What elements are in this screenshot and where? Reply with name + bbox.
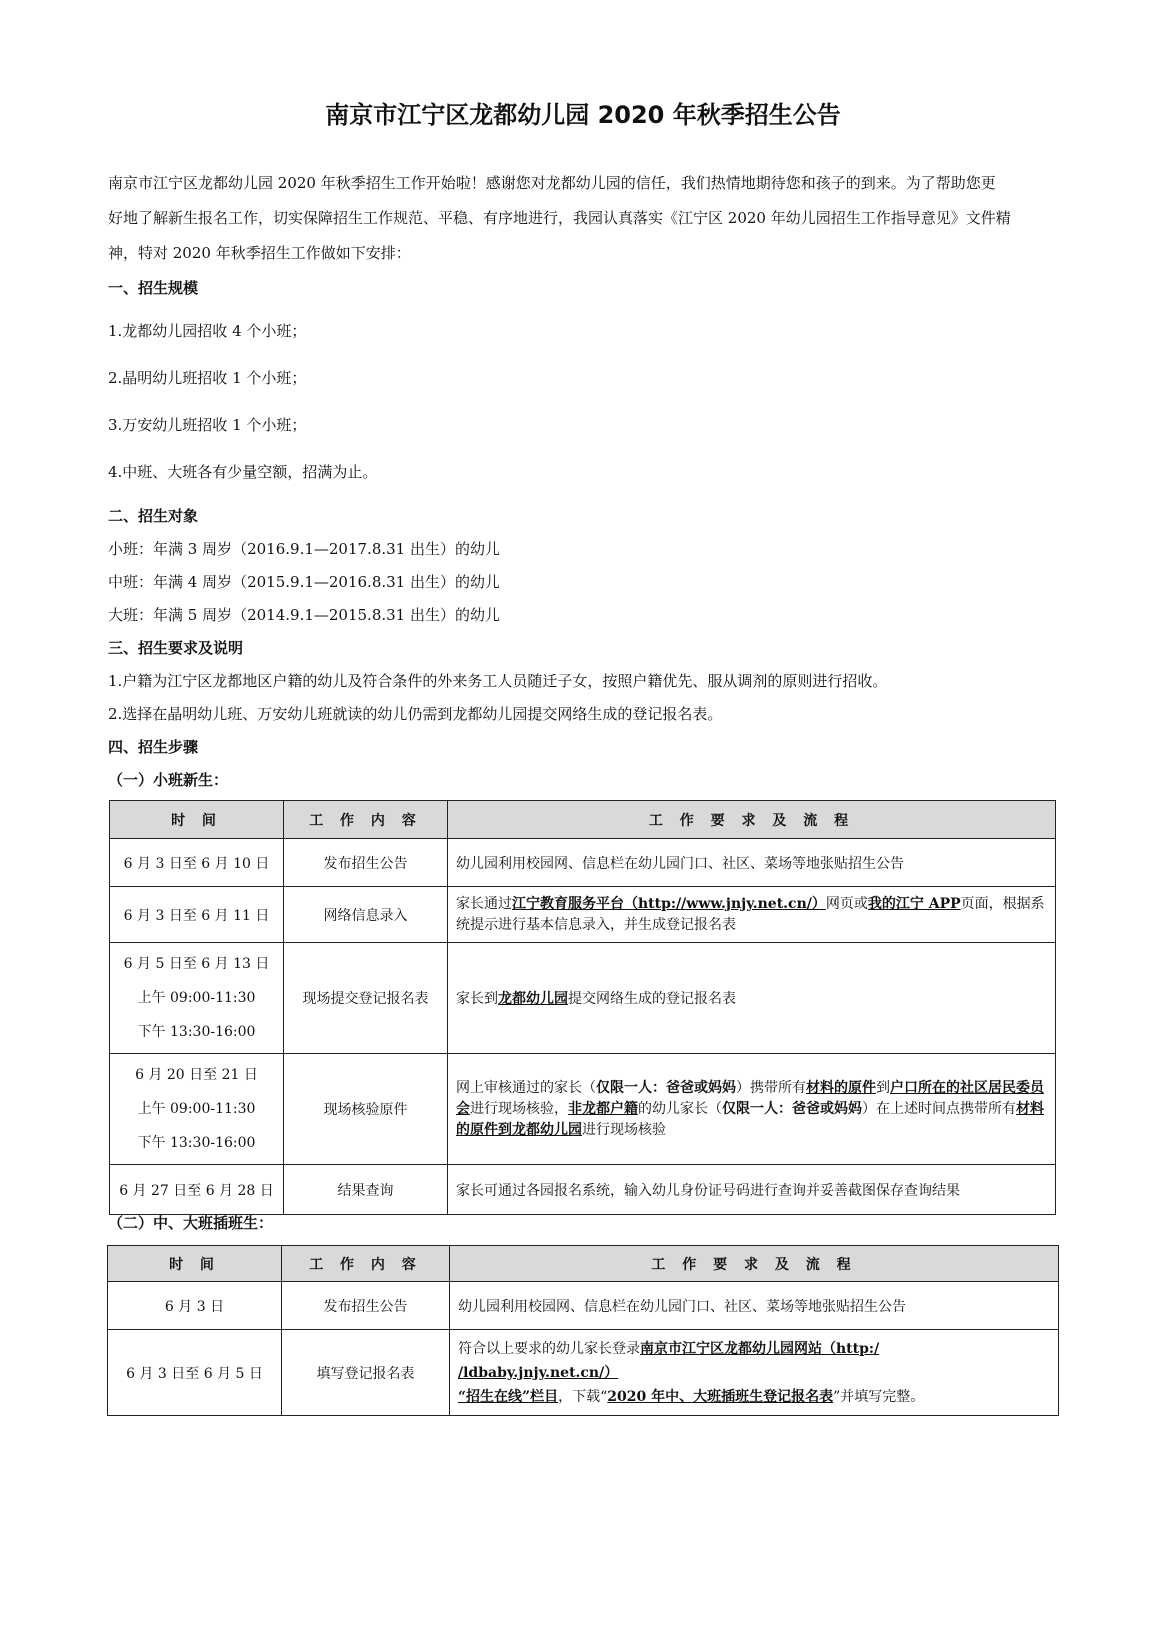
table-row [108,1330,1059,1416]
section-2-heading: 二、招生对象 [108,507,199,525]
kindergarten-website-link-cont[interactable]: /ldbaby.jnjy.net.cn/） [458,1364,619,1381]
list-item: 3.万安幼儿班招收 1 个小班； [108,416,307,434]
time-cell: 6 月 3 日至 6 月 11 日 [110,887,284,943]
list-item: 4.中班、大班各有少量空额，招满为止。 [108,463,378,481]
list-item: 1.户籍为江宁区龙都地区户籍的幼儿及符合条件的外来务工人员随迁子女，按照户籍优先、服从调剂的原则进行招收。 [108,672,888,690]
intro-line-1: 南京市江宁区龙都幼儿园 2020 年秋季招生工作开始啦！感谢您对龙都幼儿园的信任，我们热情地期待您和孩子的到来。为了帮助您更 [108,174,996,192]
section-4-heading: 四、招生步骤 [108,738,199,756]
list-item: 小班：年满 3 周岁（2016.9.1—2017.8.31 出生）的幼儿 [108,540,500,558]
column-header: 工 作 内 容 [282,1246,450,1282]
requirement-cell: 幼儿园利用校园网、信息栏在幼儿园门口、社区、菜场等地张贴招生公告 [448,839,1056,887]
column-header: 时 间 [108,1246,282,1282]
requirement-cell: 家长通过江宁教育服务平台（http://www.jnjy.net.cn/）网页或我的江宁 APP页面，根据系统提示进行基本信息录入，并生成登记报名表 [448,887,1056,943]
table-row [110,839,1056,887]
requirement-cell: 幼儿园利用校园网、信息栏在幼儿园门口、社区、菜场等地张贴招生公告 [450,1282,1059,1330]
requirement-cell: 符合以上要求的幼儿家长登录南京市江宁区龙都幼儿园网站（http:/ /ldbaby.jnjy.net.cn/） “招生在线”栏目，下载“2020 年中、大班插班生登记报名表”并填写完整。 [450,1330,1059,1416]
registration-form-link[interactable]: 2020 年中、大班插班生登记报名表 [607,1388,834,1405]
table-row [110,943,1056,1054]
column-header: 工 作 要 求 及 流 程 [448,801,1056,839]
requirement-cell: 家长可通过各园报名系统，输入幼儿身份证号码进行查询并妥善截图保存查询结果 [448,1165,1056,1215]
page-title: 南京市江宁区龙都幼儿园 2020 年秋季招生公告 [325,101,841,129]
app-link[interactable]: 我的江宁 APP [867,895,961,912]
intro-line-3: 神，特对 2020 年秋季招生工作做如下安排： [108,244,411,262]
subsection-2-heading: （二）中、大班插班生： [108,1214,274,1232]
time-cell: 6 月 27 日至 6 月 28 日 [110,1165,284,1215]
section-3-heading: 三、招生要求及说明 [108,639,244,657]
table-row [110,887,1056,943]
subsection-1-heading: （一）小班新生： [108,771,229,789]
platform-link[interactable]: 江宁教育服务平台（http://www.jnjy.net.cn/） [512,895,826,912]
enrollment-online-column[interactable]: “招生在线”栏目 [458,1388,559,1405]
list-item: 大班：年满 5 周岁（2014.9.1—2015.8.31 出生）的幼儿 [108,606,500,624]
task-cell: 网络信息录入 [284,887,448,943]
list-item: 2.晶明幼儿班招收 1 个小班； [108,369,307,387]
time-cell: 6 月 3 日至 6 月 5 日 [108,1330,282,1416]
task-cell: 结果查询 [284,1165,448,1215]
column-header: 时 间 [110,801,284,839]
list-item: 1.龙都幼儿园招收 4 个小班； [108,322,307,340]
column-header: 工 作 内 容 [284,801,448,839]
time-cell: 6 月 3 日 [108,1282,282,1330]
small-class-schedule-table [109,800,1056,1215]
task-cell: 发布招生公告 [284,839,448,887]
list-item: 2.选择在晶明幼儿班、万安幼儿班就读的幼儿仍需到龙都幼儿园提交网络生成的登记报名表。 [108,705,723,723]
section-1-heading: 一、招生规模 [108,279,199,297]
table-row [110,1165,1056,1215]
task-cell: 现场核验原件 [284,1054,448,1165]
task-cell: 发布招生公告 [282,1282,450,1330]
task-cell: 现场提交登记报名表 [284,943,448,1054]
table-row [110,1054,1056,1165]
table-header-row [110,801,1056,839]
table-row [108,1282,1059,1330]
task-cell: 填写登记报名表 [282,1330,450,1416]
time-cell: 6 月 3 日至 6 月 10 日 [110,839,284,887]
column-header: 工 作 要 求 及 流 程 [450,1246,1059,1282]
time-cell: 6 月 20 日至 21 日 上午 09:00-11:30 下午 13:30-16:00 [110,1054,284,1165]
list-item: 中班：年满 4 周岁（2015.9.1—2016.8.31 出生）的幼儿 [108,573,500,591]
intro-line-2: 好地了解新生报名工作，切实保障招生工作规范、平稳、有序地进行，我园认真落实《江宁区 2020 年幼儿园招生工作指导意见》文件精 [108,209,1011,227]
time-cell: 6 月 5 日至 6 月 13 日 上午 09:00-11:30 下午 13:30-16:00 [110,943,284,1054]
kindergarten-website-link[interactable]: 南京市江宁区龙都幼儿园网站（http:/ [640,1340,880,1357]
insert-class-schedule-table [107,1245,1059,1416]
requirement-cell: 家长到龙都幼儿园提交网络生成的登记报名表 [448,943,1056,1054]
table-header-row [108,1246,1059,1282]
requirement-cell: 网上审核通过的家长（仅限一人：爸爸或妈妈）携带所有材料的原件到户口所在的社区居民委员会进行现场核验，非龙都户籍的幼儿家长（仅限一人：爸爸或妈妈）在上述时间点携带所有材料的原件到龙都幼儿园进行现场核验 [448,1054,1056,1165]
